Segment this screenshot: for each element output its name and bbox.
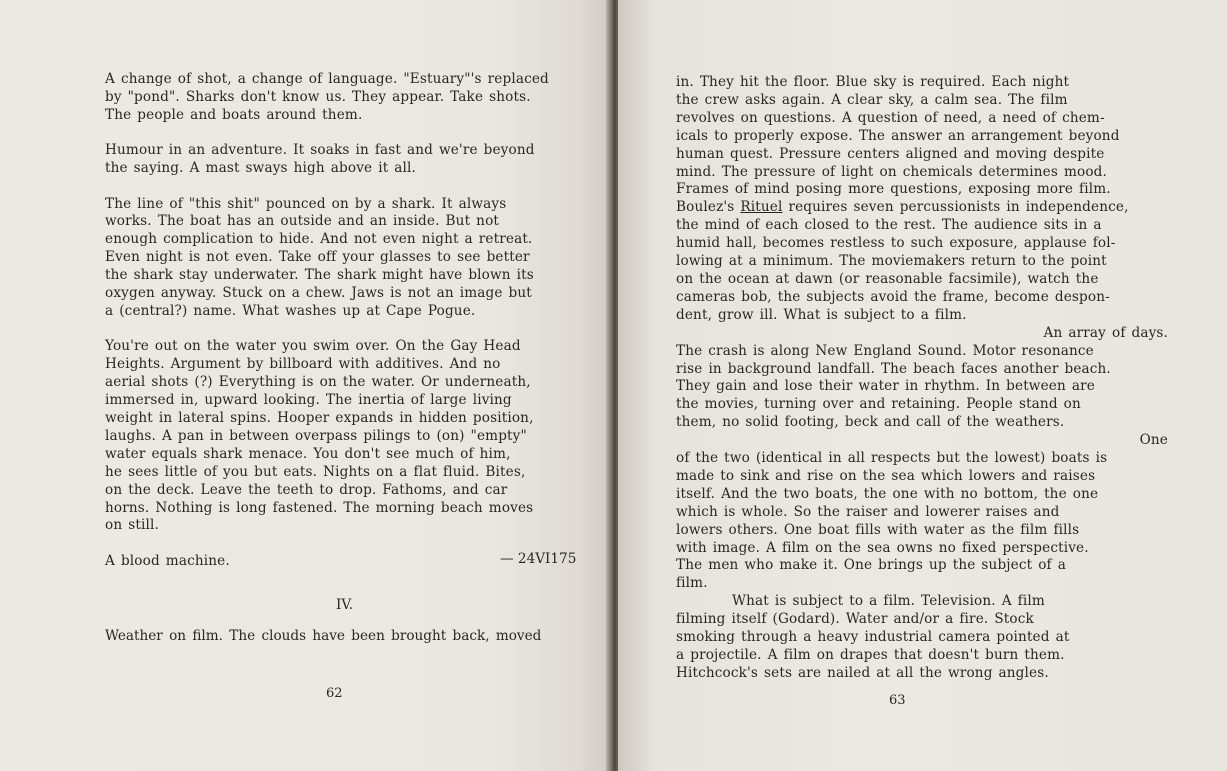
text-line [676,199,1206,217]
text-line: The crash is along New England Sound. Motor resonance [676,342,1094,359]
text-line: by "pond". Sharks don't know us. They appear. Take shots. [105,88,531,105]
text-line: icals to properly expose. The answer an arrangement beyond [676,127,1120,144]
text-line: What is subject to a film. Television. A film [732,593,1045,610]
text-line: revolves on questions. A question of need, a need of chem- [676,109,1105,126]
page-number: 63 [889,693,906,708]
text-line: on the deck. Leave the teeth to drop. Fathoms, and car [105,481,508,498]
page-number: 62 [326,686,343,701]
text-line: in. They hit the floor. Blue sky is required. Each night [676,74,1070,90]
text-line: the mind of each closed to the rest. The audience sits in a [676,217,1102,234]
text-line: Even night is not even. Take off your glasses to see better [105,249,530,266]
text-line: A blood machine. [105,552,230,569]
text-line: lowing at a minimum. The moviemakers return to the point [676,253,1107,270]
text-line: lowers others. One boat fills with water as the film fills [676,521,1080,538]
text-line: made to sink and rise on the sea which lowers and raises [676,467,1096,484]
text-line: Hitchcock's sets are nailed at all the wrong angles. [676,664,1049,681]
text-line: oxygen anyway. Stuck on a chew. Jaws is not an image but [105,285,532,302]
date-signature: — 24VI175 [500,551,577,567]
text-line: works. The boat has an outside and an inside. But not [105,213,500,230]
text-line: Weather on film. The clouds have been brought back, moved [105,628,542,644]
text-line: They gain and lose their water in rhythm. In between are [676,378,1095,395]
text-line: cameras bob, the subjects avoid the frame, become despon- [676,288,1110,305]
text-line: enough complication to hide. And not even night a retreat. [105,231,533,248]
right-page-body [676,74,1206,683]
text-line: the crew asks again. A clear sky, a calm sea. The film [676,91,1068,108]
text-line: Frames of mind posing more questions, exposing more film. [676,181,1111,198]
text-line: water equals shark menace. You don't see much of him, [105,445,511,462]
text-line: he sees little of you but eats. Nights on a flat fluid. Bites, [105,463,526,480]
text-segment: Boulez's [676,199,741,216]
work-title: Rituel [740,199,783,216]
text-line: itself. And the two boats, the one with no bottom, the one [676,485,1099,502]
text-line: them, no solid footing, beck and call of the weathers. [676,414,1065,431]
text-line: Heights. Argument by billboard with additives. And no [105,356,501,373]
text-line: An array of days. [1043,324,1168,341]
text-line: film. [676,575,708,592]
text-line: Humour in an adventure. It soaks in fast and we're beyond [105,142,535,159]
text-line: on the ocean at dawn (or reasonable facsimile), watch the [676,270,1099,287]
text-line: aerial shots (?) Everything is on the water. Or underneath, [105,374,531,391]
text-line: with image. A film on the sea owns no fixed perspective. [676,539,1089,556]
text-line: You're out on the water you swim over. On the Gay Head [105,338,521,355]
text-line: A change of shot, a change of language. "Estuary"'s replaced [105,71,549,87]
text-line: filming itself (Godard). Water and/or a fire. Stock [676,611,1034,628]
text-line: mind. The pressure of light on chemicals determines mood. [676,163,1108,180]
text-line: One [1139,432,1168,449]
text-line: laughs. A pan in between overpass pilings to (on) "empty" [105,427,527,444]
text-line: of the two (identical in all respects but the lowest) boats is [676,450,1108,467]
text-line: The men who make it. One brings up the subject of a [676,557,1066,574]
text-line: The line of "this shit" pounced on by a shark. It always [105,195,507,212]
text-segment: requires seven percussionists in independence, [782,199,1129,216]
left-page-body [105,71,605,571]
text-line: rise in background landfall. The beach faces another beach. [676,360,1111,377]
text-line: The people and boats around them. [105,106,363,123]
text-line: a projectile. A film on drapes that doesn't burn them. [676,647,1065,663]
right-page [618,0,1227,771]
section-heading: IV. [336,597,354,613]
text-line: immersed in, upward looking. The inertia of large living [105,392,512,409]
text-line: which is whole. So the raiser and lowerer raises and [676,503,1060,520]
text-line: on still. [105,517,159,534]
text-line: the shark stay underwater. The shark might have blown its [105,267,534,284]
text-line: the movies, turning over and retaining. People stand on [676,396,1081,413]
left-page [0,0,610,771]
text-line: smoking through a heavy industrial camera pointed at [676,629,1070,646]
text-line: the saying. A mast sways high above it all. [105,160,416,177]
text-line: horns. Nothing is long fastened. The morning beach moves [105,499,534,516]
text-line: humid hall, becomes restless to such exposure, applause fol- [676,235,1116,252]
text-line: a (central?) name. What washes up at Cape Pogue. [105,302,476,319]
text-line: weight in lateral spins. Hooper expands in hidden position, [105,410,534,426]
text-line: human quest. Pressure centers aligned and moving despite [676,145,1105,162]
text-line: dent, grow ill. What is subject to a film. [676,306,967,323]
